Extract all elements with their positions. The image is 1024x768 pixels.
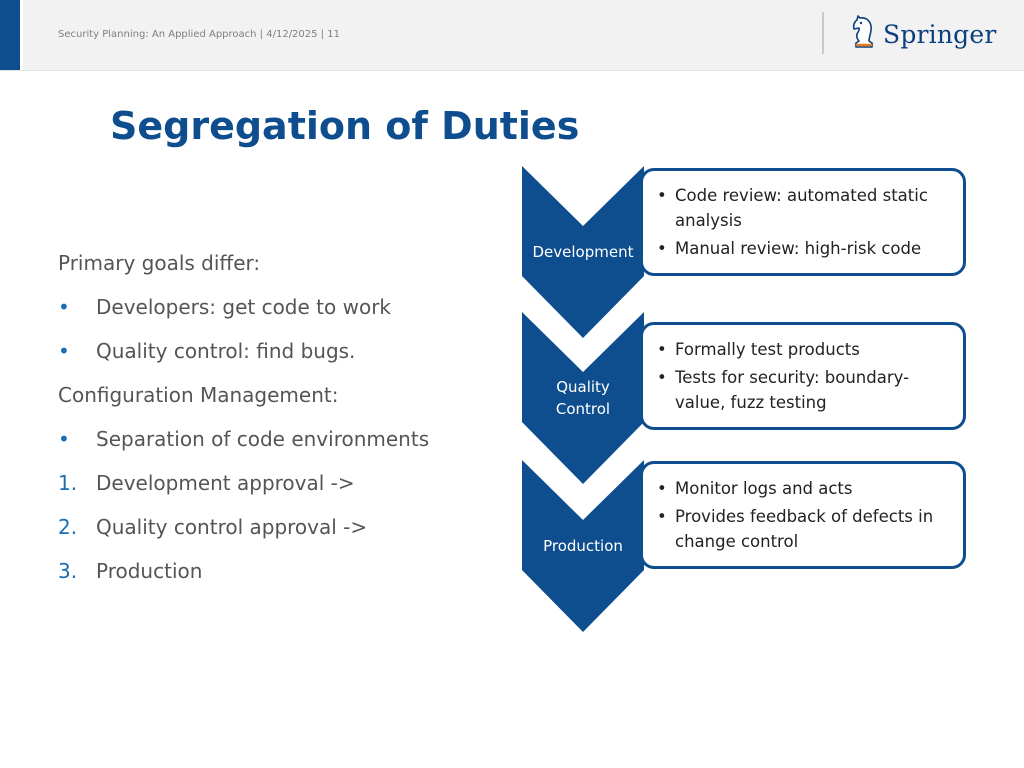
list-item (58, 554, 429, 598)
process-detail-box (640, 168, 966, 276)
list-item-text: Separation of code environments (96, 427, 430, 451)
list-item-marker: 2. (58, 515, 78, 539)
list-item-marker: • (58, 339, 70, 363)
detail-bullet-text: Code review: automated static analysis (675, 186, 928, 230)
process-stage-label (522, 535, 644, 557)
detail-bullet-text: Provides feedback of defects in change control (675, 507, 934, 551)
list-item-marker: 1. (58, 471, 78, 495)
process-stage-label-line: Control (555, 400, 611, 418)
list-item-text: Production (96, 559, 203, 583)
list-item-marker: • (58, 295, 70, 319)
springer-logo-text: Springer (883, 19, 997, 49)
list-item-text: Quality control approval -> (96, 515, 368, 539)
list-item (58, 334, 429, 378)
page-title: Segregation of Duties (110, 104, 580, 148)
process-stage-label-line: Production (543, 537, 623, 555)
process-stage-label-line: Quality (556, 378, 610, 396)
detail-bullet (655, 365, 955, 415)
detail-bullet-text: Formally test products (675, 340, 860, 359)
bullet-dot: • (657, 368, 667, 387)
detail-bullet-text: Manual review: high-risk code (675, 239, 922, 258)
detail-bullet (655, 504, 955, 554)
list-item-marker: 3. (58, 559, 78, 583)
header-divider (822, 12, 824, 54)
bullet-dot: • (657, 340, 667, 359)
list-item-marker: • (58, 427, 70, 451)
process-stage-label (522, 376, 644, 420)
process-chevron (522, 312, 644, 484)
list-item-text: Configuration Management: (58, 383, 339, 407)
list-item-text: Quality control: find bugs. (96, 339, 356, 363)
header-accent-gap (20, 0, 23, 70)
left-content-list (58, 246, 429, 598)
process-stage-label (522, 241, 644, 263)
detail-bullet (655, 183, 955, 233)
detail-bullet (655, 476, 955, 501)
springer-logo (850, 14, 997, 54)
list-item (58, 290, 429, 334)
bullet-dot: • (657, 479, 667, 498)
detail-bullet (655, 236, 955, 261)
slide-footer-text: Security Planning: An Applied Approach | 4/12/2025 | 11 (58, 29, 340, 40)
bullet-dot: • (657, 186, 667, 205)
list-item (58, 466, 429, 510)
process-chevron (522, 460, 644, 632)
list-item (58, 422, 429, 466)
detail-bullet-text: Tests for security: boundary-value, fuzz testing (675, 368, 910, 412)
list-item-text: Primary goals differ: (58, 251, 261, 275)
list-item-text: Developers: get code to work (96, 295, 391, 319)
knight-chess-piece-icon (850, 14, 878, 54)
process-detail-box (640, 461, 966, 569)
bullet-dot: • (657, 507, 667, 526)
list-item (58, 510, 429, 554)
header-accent-bar (0, 0, 20, 70)
list-item (58, 246, 429, 290)
process-stage-label-line: Development (532, 243, 634, 261)
bullet-dot: • (657, 239, 667, 258)
list-item-text: Development approval -> (96, 471, 355, 495)
list-item (58, 378, 429, 422)
process-detail-box (640, 322, 966, 430)
detail-bullet-text: Monitor logs and acts (675, 479, 853, 498)
detail-bullet (655, 337, 955, 362)
